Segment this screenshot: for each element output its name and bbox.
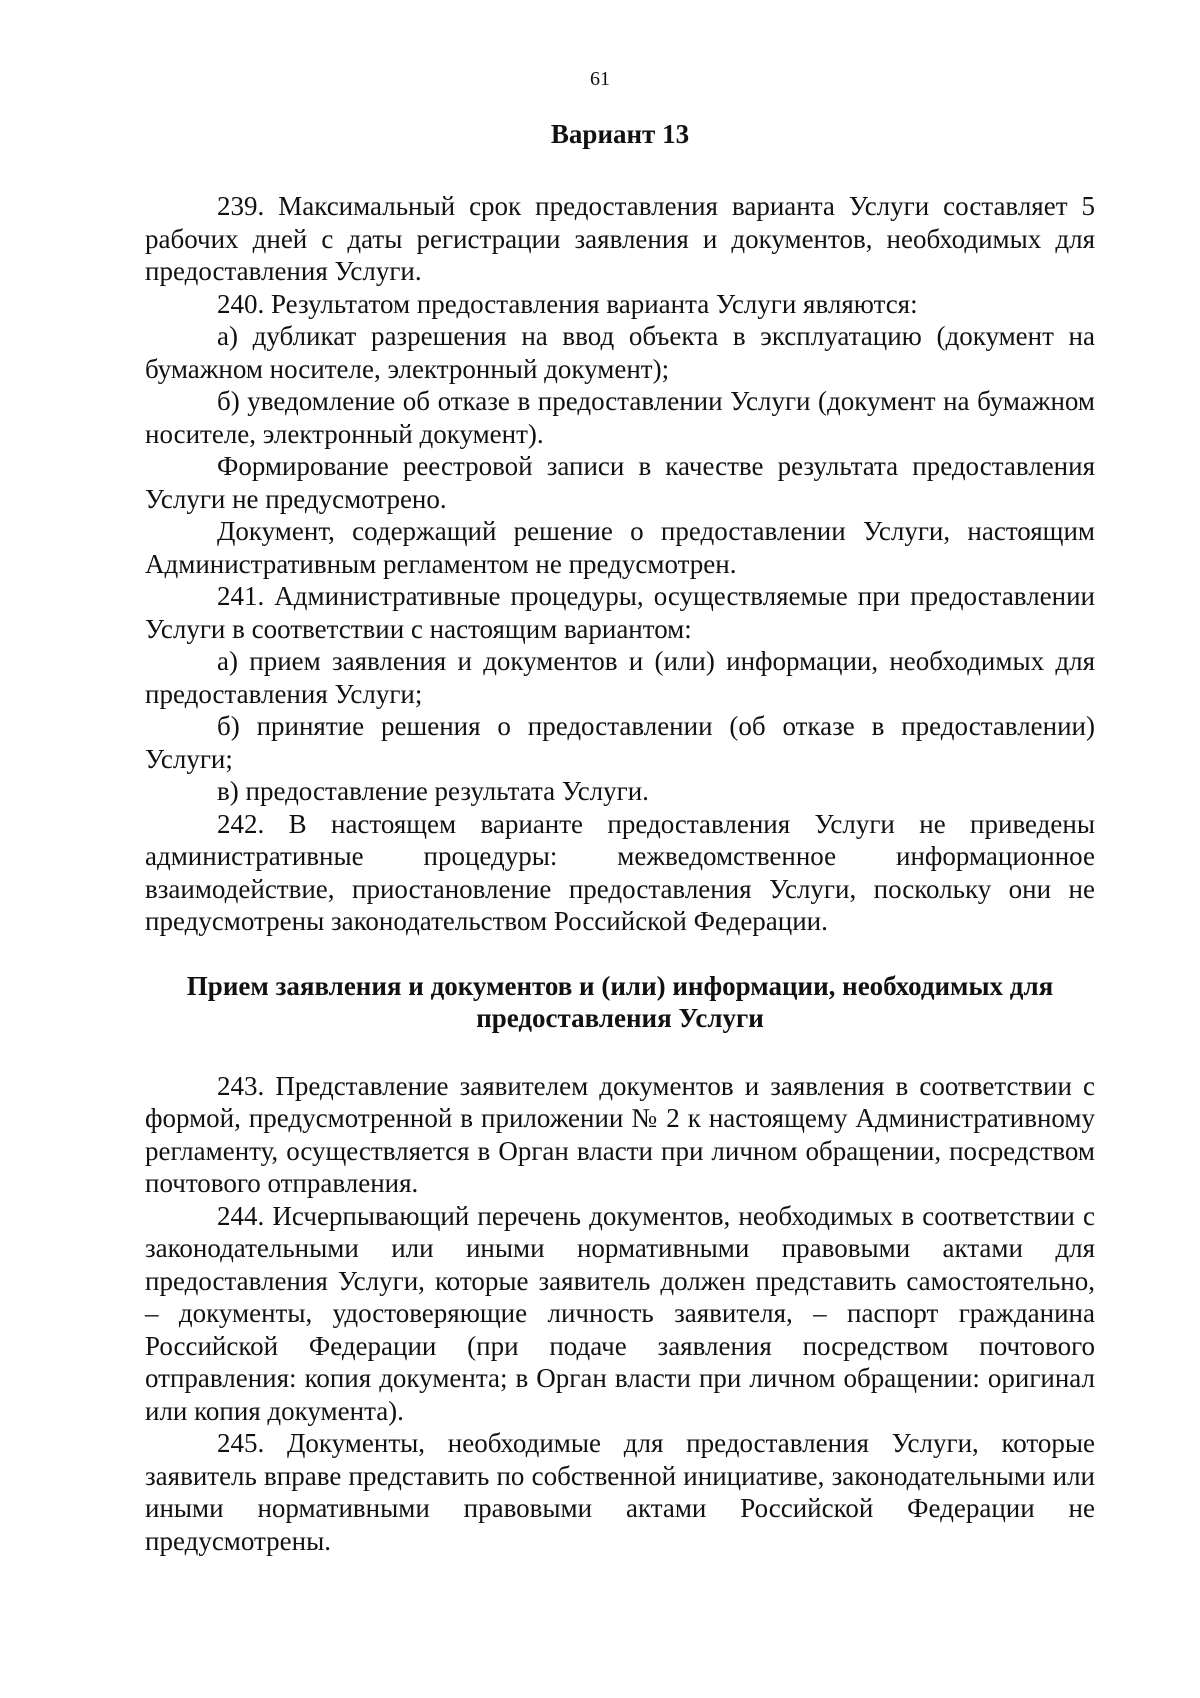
paragraph-244: 244. Исчерпывающий перечень документов, необходимых в соответствии с законодательными или иными нормативными правовыми актами для предоставления Услуги, которые заявитель должен представить самостоятельно, – документы, удостоверяющие личность заявителя, – паспорт гражданина Российской Федерации (при подаче заявления посредством почтового отправления: копия документа; в Орган власти при личном обращении: оригинал или копия документа). (145, 1200, 1095, 1426)
paragraph-registry-record: Формирование реестровой записи в качестве результата предоставления Услуги не предусмотрено. (145, 451, 1095, 514)
paragraph-241-b: б) принятие решения о предоставлении (об отказе в предоставлении) Услуги; (145, 711, 1095, 774)
variant-title: Вариант 13 (550, 119, 690, 149)
paragraph-245: 245. Документы, необходимые для предоставления Услуги, которые заявитель вправе представить по собственной инициативе, законодательными или иными нормативными правовыми актами Российской Федерации не предусмотрены. (145, 1428, 1095, 1556)
paragraph-240-a: а) дубликат разрешения на ввод объекта в эксплуатацию (документ на бумажном носителе, электронный документ); (145, 321, 1095, 384)
section-heading: Прием заявления и документов и (или) информации, необходимых для предоставления Услуги (186, 970, 1054, 1033)
paragraph-242: 242. В настоящем варианте предоставления Услуги не приведены административные процедуры: межведомственное информационное взаимодействие, приостановление предоставления Услуги, поскольку они не предусмотрены законодательством Российской Федерации. (145, 808, 1095, 936)
paragraph-decision-document: Документ, содержащий решение о предоставлении Услуги, настоящим Административным регламентом не предусмотрен. (145, 516, 1095, 579)
paragraph-240: 240. Результатом предоставления варианта Услуги являются: (217, 288, 918, 319)
page-content (145, 118, 1095, 1557)
paragraph-241-c: в) предоставление результата Услуги. (217, 776, 649, 806)
bottom-paragraphs (145, 1070, 1095, 1558)
paragraph-241-a: а) прием заявления и документов и (или) информации, необходимых для предоставления Услуги; (145, 646, 1095, 709)
paragraph-241: 241. Административные процедуры, осуществляемые при предоставлении Услуги в соответствии с настоящим вариантом: (145, 581, 1095, 644)
page-number: 61 (590, 68, 610, 90)
top-paragraphs (145, 190, 1095, 938)
paragraph-240-b: б) уведомление об отказе в предоставлении Услуги (документ на бумажном носителе, электронный документ). (145, 386, 1095, 449)
paragraph-239: 239. Максимальный срок предоставления варианта Услуги составляет 5 рабочих дней с даты регистрации заявления и документов, необходимых для предоставления Услуги. (145, 191, 1095, 286)
paragraph-243: 243. Представление заявителем документов и заявления в соответствии с формой, предусмотренной в приложении № 2 к настоящему Административному регламенту, осуществляется в Орган власти при личном обращении, посредством почтового отправления. (145, 1070, 1095, 1198)
